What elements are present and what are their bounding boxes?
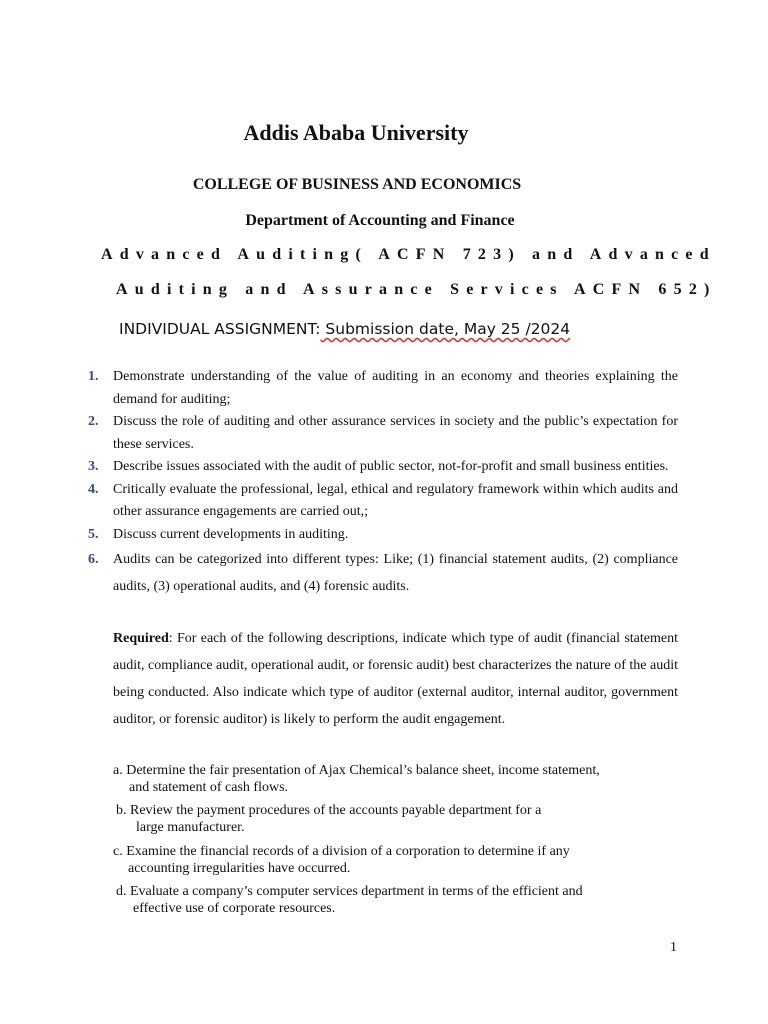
required-label: Required <box>113 631 169 646</box>
list-item-number: 1. <box>88 369 99 384</box>
sub-item-continuation: large manufacturer. <box>136 820 245 835</box>
list-item-text: Discuss current developments in auditing. <box>113 526 349 542</box>
list-item <box>88 479 678 524</box>
list-item-text: Critically evaluate the professional, legal, ethical and regulatory framework within which audits and other assurance engagements are carried out,; <box>113 481 678 519</box>
sub-item-line: a. Determine the fair presentation of Ajax Chemical’s balance sheet, income statement, <box>113 763 600 778</box>
list-item <box>88 546 678 600</box>
page-number: 1 <box>670 940 677 955</box>
sub-item-line: b. Review the payment procedures of the accounts payable department for a <box>116 803 542 818</box>
sub-item-b <box>116 802 541 836</box>
sub-item-d <box>116 883 583 917</box>
course-title-line-1: Advanced Auditing( ACFN 723) and Advanced <box>101 246 716 263</box>
list-item <box>88 411 678 456</box>
list-item-text: Describe issues associated with the audit of public sector, not-for-profit and small business entities. <box>113 459 669 474</box>
department-heading: Department of Accounting and Finance <box>245 212 515 229</box>
required-paragraph <box>113 625 678 733</box>
assignment-line <box>119 320 570 338</box>
required-text: : For each of the following descriptions, indicate which type of audit (financial statement audit, compliance audit, operational audit, or forensic audit) best characterizes the nature of the audit being conducted. Also indicate which type of auditor (external auditor, internal auditor, government auditor, or forensic auditor) is likely to perform the audit engagement. <box>113 631 678 727</box>
sub-item-continuation: accounting irregularities have occurred. <box>128 861 351 876</box>
list-item-number: 2. <box>88 414 99 429</box>
list-item-number: 3. <box>88 459 99 474</box>
list-item-text: Discuss the role of auditing and other assurance services in society and the public’s expectation for these services. <box>113 414 678 452</box>
sub-item-continuation: effective use of corporate resources. <box>133 901 336 916</box>
sub-item-c <box>113 843 570 877</box>
list-item-number: 4. <box>88 481 99 497</box>
list-item-number: 5. <box>88 526 99 542</box>
assignment-label: INDIVIDUAL ASSIGNMENT: <box>119 320 321 338</box>
list-item-text: Demonstrate understanding of the value of auditing in an economy and theories explaining the demand for auditing; <box>113 369 678 407</box>
list-item <box>88 366 678 411</box>
college-heading: COLLEGE OF BUSINESS AND ECONOMICS <box>192 176 522 193</box>
course-title-line-2: Auditing and Assurance Services ACFN 652) <box>116 281 717 298</box>
list-item-number: 6. <box>88 552 99 567</box>
sub-item-line: d. Evaluate a company’s computer services department in terms of the efficient and <box>116 884 583 899</box>
submission-date: Submission date, May 25 /2024 <box>320 320 571 338</box>
sub-item-continuation: and statement of cash flows. <box>129 780 289 795</box>
sub-item-line: c. Examine the financial records of a division of a corporation to determine if any <box>113 844 570 859</box>
university-title: Addis Ababa University <box>243 120 469 145</box>
list-item <box>88 456 678 479</box>
objectives-list <box>88 366 678 600</box>
list-item-text: Audits can be categorized into different types: Like; (1) financial statement audits, (2) compliance audits, (3) operational audits, and (4) forensic audits. <box>113 552 678 594</box>
sub-item-a <box>113 762 600 796</box>
list-item <box>88 524 678 547</box>
